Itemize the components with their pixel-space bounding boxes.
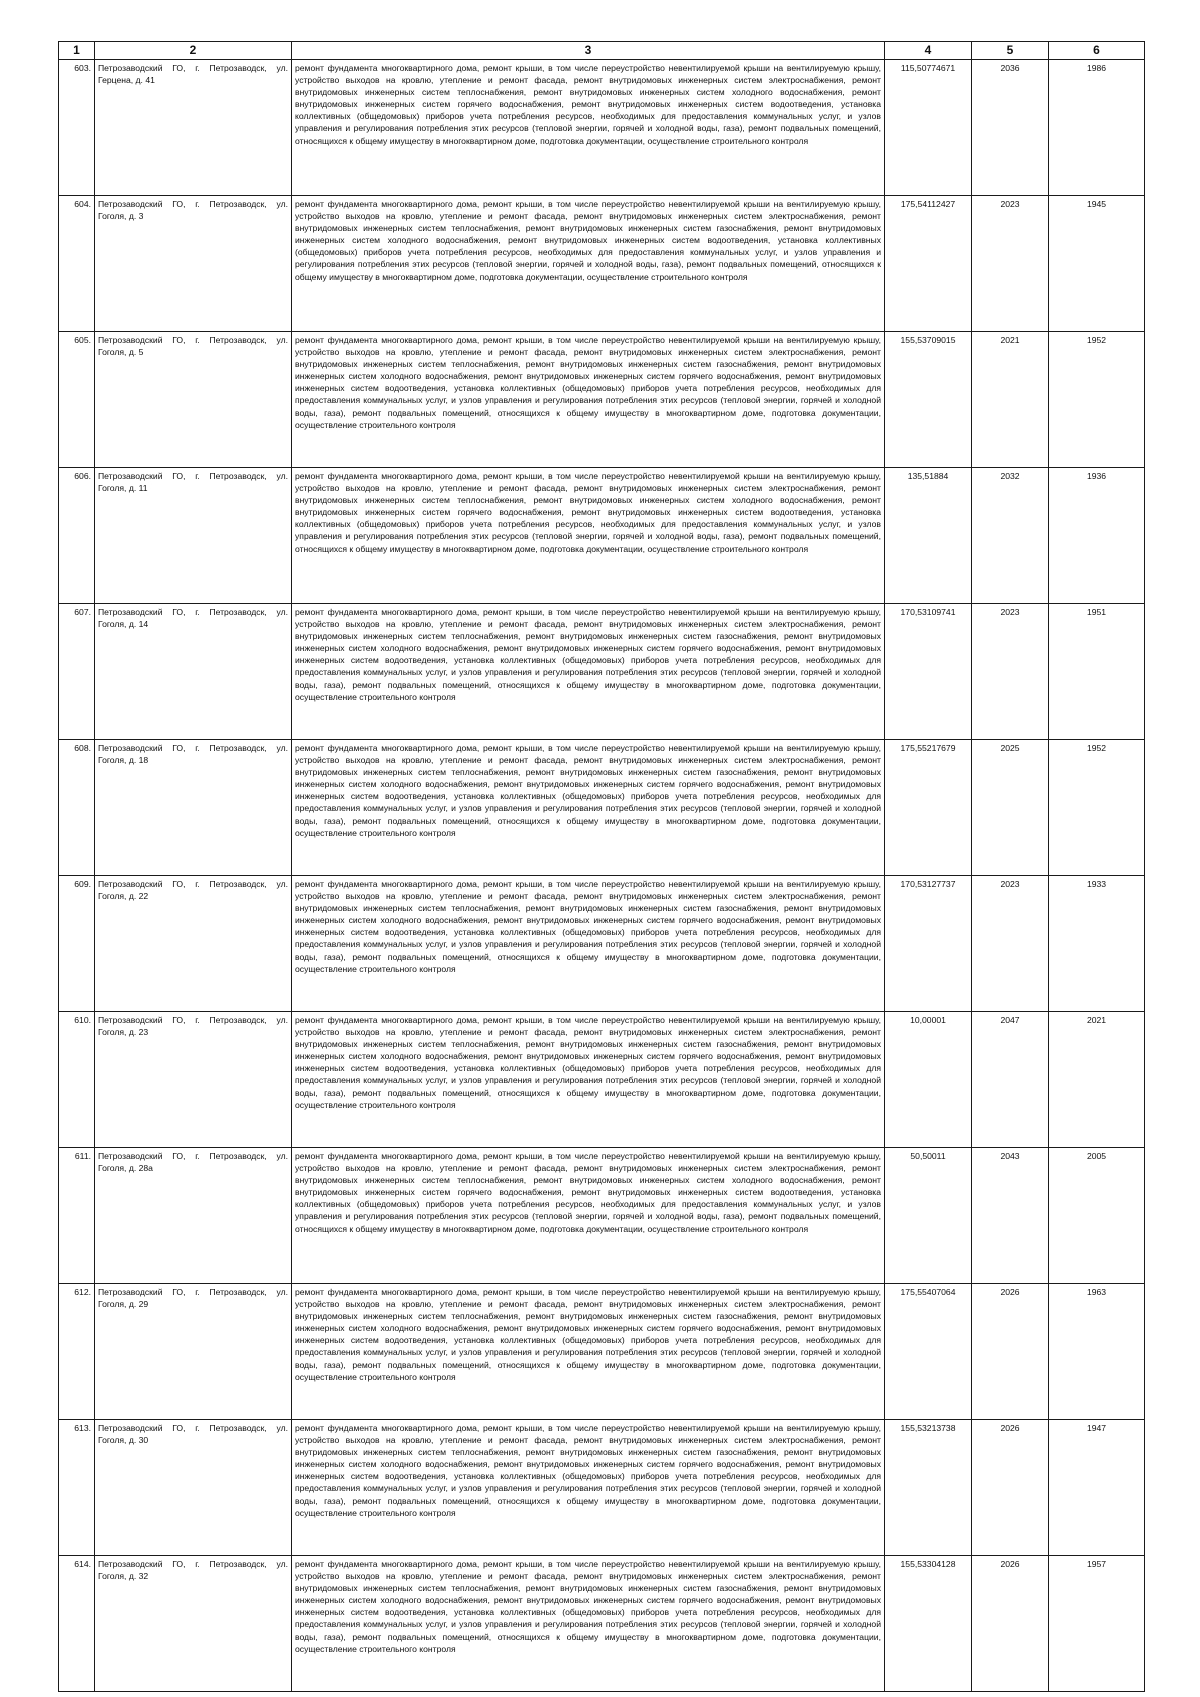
address-cell: Петрозаводский ГО, г. Петрозаводск, ул. Гоголя, д. 32 xyxy=(95,1556,292,1692)
header-row xyxy=(59,42,1145,60)
col6-value: 1945 xyxy=(1049,196,1145,332)
row-number: 608. xyxy=(59,740,95,876)
works-cell: ремонт фундамента многоквартирного дома, ремонт крыши, в том числе переустройство невентилируемой крыши на вентилируемую крышу, устройство выходов на кровлю, утепление и ремонт фасада, ремонт внутридомовых инженерных систем электроснабжения, ремонт внутридомовых инженерных систем теплоснабжения, ремонт внутридомовых инженерных систем газоснабжения, ремонт внутридомовых инженерных систем холодного водоснабжения, ремонт внутридомовых инженерных систем горячего водоснабжения, ремонт внутридомовых инженерных систем водоотведения, установка коллективных (общедомовых) приборов учета потребления ресурсов, необходимых для предоставления коммунальных услуг, и узлов управления и регулирования потребления этих ресурсов (тепловой энергии, горячей и холодной воды, газа), ремонт подвальных помещений, относящихся к общему имуществу в многоквартирном доме, подготовка документации, осуществление строительного контроля xyxy=(292,1420,885,1556)
address-cell: Петрозаводский ГО, г. Петрозаводск, ул. Гоголя, д. 18 xyxy=(95,740,292,876)
col6-value: 1963 xyxy=(1049,1284,1145,1420)
works-cell: ремонт фундамента многоквартирного дома, ремонт крыши, в том числе переустройство невентилируемой крыши на вентилируемую крышу, устройство выходов на кровлю, утепление и ремонт фасада, ремонт внутридомовых инженерных систем электроснабжения, ремонт внутридомовых инженерных систем теплоснабжения, ремонт внутридомовых инженерных систем газоснабжения, ремонт внутридомовых инженерных систем холодного водоснабжения, ремонт внутридомовых инженерных систем горячего водоснабжения, ремонт внутридомовых инженерных систем водоотведения, установка коллективных (общедомовых) приборов учета потребления ресурсов, необходимых для предоставления коммунальных услуг, и узлов управления и регулирования потребления этих ресурсов (тепловой энергии, горячей и холодной воды, газа), ремонт подвальных помещений, относящихся к общему имуществу в многоквартирном доме, подготовка документации, осуществление строительного контроля xyxy=(292,740,885,876)
col5-value: 2023 xyxy=(972,876,1049,1012)
col4-value: 170,53109741 xyxy=(885,604,972,740)
col4-value: 50,50011 xyxy=(885,1148,972,1284)
address-cell: Петрозаводский ГО, г. Петрозаводск, ул. Гоголя, д. 3 xyxy=(95,196,292,332)
col5-value: 2023 xyxy=(972,604,1049,740)
col6-value: 2005 xyxy=(1049,1148,1145,1284)
row-number: 603. xyxy=(59,60,95,196)
capital-repair-table xyxy=(58,41,1145,1692)
col6-value: 1951 xyxy=(1049,604,1145,740)
row-number: 606. xyxy=(59,468,95,604)
header-col-2: 2 xyxy=(95,42,292,60)
col6-value: 1957 xyxy=(1049,1556,1145,1692)
table-row xyxy=(59,196,1145,332)
table-row xyxy=(59,1148,1145,1284)
col6-value: 1933 xyxy=(1049,876,1145,1012)
row-number: 611. xyxy=(59,1148,95,1284)
col4-value: 10,00001 xyxy=(885,1012,972,1148)
col6-value: 1952 xyxy=(1049,332,1145,468)
col6-value: 1952 xyxy=(1049,740,1145,876)
col5-value: 2047 xyxy=(972,1012,1049,1148)
col4-value: 135,51884 xyxy=(885,468,972,604)
row-number: 604. xyxy=(59,196,95,332)
col4-value: 155,53709015 xyxy=(885,332,972,468)
col4-value: 175,55217679 xyxy=(885,740,972,876)
table-row xyxy=(59,740,1145,876)
works-cell: ремонт фундамента многоквартирного дома, ремонт крыши, в том числе переустройство невентилируемой крыши на вентилируемую крышу, устройство выходов на кровлю, утепление и ремонт фасада, ремонт внутридомовых инженерных систем электроснабжения, ремонт внутридомовых инженерных систем теплоснабжения, ремонт внутридомовых инженерных систем газоснабжения, ремонт внутридомовых инженерных систем холодного водоснабжения, ремонт внутридомовых инженерных систем горячего водоснабжения, ремонт внутридомовых инженерных систем водоотведения, установка коллективных (общедомовых) приборов учета потребления ресурсов, необходимых для предоставления коммунальных услуг, и узлов управления и регулирования потребления этих ресурсов (тепловой энергии, горячей и холодной воды, газа), ремонт подвальных помещений, относящихся к общему имуществу в многоквартирном доме, подготовка документации, осуществление строительного контроля xyxy=(292,876,885,1012)
address-cell: Петрозаводский ГО, г. Петрозаводск, ул. Гоголя, д. 5 xyxy=(95,332,292,468)
col5-value: 2023 xyxy=(972,196,1049,332)
header-col-3: 3 xyxy=(292,42,885,60)
table-row xyxy=(59,332,1145,468)
header-col-4: 4 xyxy=(885,42,972,60)
header-col-5: 5 xyxy=(972,42,1049,60)
col4-value: 155,53213738 xyxy=(885,1420,972,1556)
col4-value: 175,54112427 xyxy=(885,196,972,332)
table-body xyxy=(59,60,1145,1692)
address-cell: Петрозаводский ГО, г. Петрозаводск, ул. Гоголя, д. 14 xyxy=(95,604,292,740)
table-row xyxy=(59,1284,1145,1420)
works-cell: ремонт фундамента многоквартирного дома, ремонт крыши, в том числе переустройство невентилируемой крыши на вентилируемую крышу, устройство выходов на кровлю, утепление и ремонт фасада, ремонт внутридомовых инженерных систем электроснабжения, ремонт внутридомовых инженерных систем теплоснабжения, ремонт внутридомовых инженерных систем газоснабжения, ремонт внутридомовых инженерных систем холодного водоснабжения, ремонт внутридомовых инженерных систем горячего водоснабжения, ремонт внутридомовых инженерных систем водоотведения, установка коллективных (общедомовых) приборов учета потребления ресурсов, необходимых для предоставления коммунальных услуг, и узлов управления и регулирования потребления этих ресурсов (тепловой энергии, горячей и холодной воды, газа), ремонт подвальных помещений, относящихся к общему имуществу в многоквартирном доме, подготовка документации, осуществление строительного контроля xyxy=(292,1556,885,1692)
col6-value: 1947 xyxy=(1049,1420,1145,1556)
col5-value: 2036 xyxy=(972,60,1049,196)
table-row xyxy=(59,1012,1145,1148)
table-row xyxy=(59,468,1145,604)
col6-value: 2021 xyxy=(1049,1012,1145,1148)
row-number: 607. xyxy=(59,604,95,740)
address-cell: Петрозаводский ГО, г. Петрозаводск, ул. Гоголя, д. 23 xyxy=(95,1012,292,1148)
row-number: 610. xyxy=(59,1012,95,1148)
col4-value: 155,53304128 xyxy=(885,1556,972,1692)
col6-value: 1986 xyxy=(1049,60,1145,196)
works-cell: ремонт фундамента многоквартирного дома, ремонт крыши, в том числе переустройство невентилируемой крыши на вентилируемую крышу, устройство выходов на кровлю, утепление и ремонт фасада, ремонт внутридомовых инженерных систем электроснабжения, ремонт внутридомовых инженерных систем теплоснабжения, ремонт внутридомовых инженерных систем газоснабжения, ремонт внутридомовых инженерных систем холодного водоснабжения, ремонт внутридомовых инженерных систем горячего водоснабжения, ремонт внутридомовых инженерных систем водоотведения, установка коллективных (общедомовых) приборов учета потребления ресурсов, необходимых для предоставления коммунальных услуг, и узлов управления и регулирования потребления этих ресурсов (тепловой энергии, горячей и холодной воды, газа), ремонт подвальных помещений, относящихся к общему имуществу в многоквартирном доме, подготовка документации, осуществление строительного контроля xyxy=(292,332,885,468)
header-col-1: 1 xyxy=(59,42,95,60)
row-number: 612. xyxy=(59,1284,95,1420)
table-row xyxy=(59,1420,1145,1556)
address-cell: Петрозаводский ГО, г. Петрозаводск, ул. Гоголя, д. 28а xyxy=(95,1148,292,1284)
works-cell: ремонт фундамента многоквартирного дома, ремонт крыши, в том числе переустройство невентилируемой крыши на вентилируемую крышу, устройство выходов на кровлю, утепление и ремонт фасада, ремонт внутридомовых инженерных систем электроснабжения, ремонт внутридомовых инженерных систем теплоснабжения, ремонт внутридомовых инженерных систем холодного водоснабжения, ремонт внутридомовых инженерных систем горячего водоснабжения, ремонт внутридомовых инженерных систем водоотведения, установка коллективных (общедомовых) приборов учета потребления ресурсов, необходимых для предоставления коммунальных услуг, и узлов управления и регулирования потребления этих ресурсов (тепловой энергии, горячей и холодной воды, газа), ремонт подвальных помещений, относящихся к общему имуществу в многоквартирном доме, подготовка документации, осуществление строительного контроля xyxy=(292,468,885,604)
table-row xyxy=(59,876,1145,1012)
col6-value: 1936 xyxy=(1049,468,1145,604)
col5-value: 2026 xyxy=(972,1556,1049,1692)
col5-value: 2026 xyxy=(972,1420,1049,1556)
col5-value: 2025 xyxy=(972,740,1049,876)
address-cell: Петрозаводский ГО, г. Петрозаводск, ул. Герцена, д. 41 xyxy=(95,60,292,196)
row-number: 613. xyxy=(59,1420,95,1556)
row-number: 605. xyxy=(59,332,95,468)
works-cell: ремонт фундамента многоквартирного дома, ремонт крыши, в том числе переустройство невентилируемой крыши на вентилируемую крышу, устройство выходов на кровлю, утепление и ремонт фасада, ремонт внутридомовых инженерных систем электроснабжения, ремонт внутридомовых инженерных систем теплоснабжения, ремонт внутридомовых инженерных систем холодного водоснабжения, ремонт внутридомовых инженерных систем горячего водоснабжения, ремонт внутридомовых инженерных систем водоотведения, установка коллективных (общедомовых) приборов учета потребления ресурсов, необходимых для предоставления коммунальных услуг, и узлов управления и регулирования потребления этих ресурсов (тепловой энергии, горячей и холодной воды, газа), ремонт подвальных помещений, относящихся к общему имуществу в многоквартирном доме, подготовка документации, осуществление строительного контроля xyxy=(292,1148,885,1284)
address-cell: Петрозаводский ГО, г. Петрозаводск, ул. Гоголя, д. 29 xyxy=(95,1284,292,1420)
works-cell: ремонт фундамента многоквартирного дома, ремонт крыши, в том числе переустройство невентилируемой крыши на вентилируемую крышу, устройство выходов на кровлю, утепление и ремонт фасада, ремонт внутридомовых инженерных систем электроснабжения, ремонт внутридомовых инженерных систем теплоснабжения, ремонт внутридомовых инженерных систем холодного водоснабжения, ремонт внутридомовых инженерных систем горячего водоснабжения, ремонт внутридомовых инженерных систем водоотведения, установка коллективных (общедомовых) приборов учета потребления ресурсов, необходимых для предоставления коммунальных услуг, и узлов управления и регулирования потребления этих ресурсов (тепловой энергии, горячей и холодной воды, газа), ремонт подвальных помещений, относящихся к общему имуществу в многоквартирном доме, подготовка документации, осуществление строительного контроля xyxy=(292,60,885,196)
header-col-6: 6 xyxy=(1049,42,1145,60)
col4-value: 170,53127737 xyxy=(885,876,972,1012)
col5-value: 2032 xyxy=(972,468,1049,604)
works-cell: ремонт фундамента многоквартирного дома, ремонт крыши, в том числе переустройство невентилируемой крыши на вентилируемую крышу, устройство выходов на кровлю, утепление и ремонт фасада, ремонт внутридомовых инженерных систем электроснабжения, ремонт внутридомовых инженерных систем теплоснабжения, ремонт внутридомовых инженерных систем газоснабжения, ремонт внутридомовых инженерных систем холодного водоснабжения, ремонт внутридомовых инженерных систем горячего водоснабжения, ремонт внутридомовых инженерных систем водоотведения, установка коллективных (общедомовых) приборов учета потребления ресурсов, необходимых для предоставления коммунальных услуг, и узлов управления и регулирования потребления этих ресурсов (тепловой энергии, горячей и холодной воды, газа), ремонт подвальных помещений, относящихся к общему имуществу в многоквартирном доме, подготовка документации, осуществление строительного контроля xyxy=(292,604,885,740)
table-row xyxy=(59,1556,1145,1692)
works-cell: ремонт фундамента многоквартирного дома, ремонт крыши, в том числе переустройство невентилируемой крыши на вентилируемую крышу, устройство выходов на кровлю, утепление и ремонт фасада, ремонт внутридомовых инженерных систем электроснабжения, ремонт внутридомовых инженерных систем теплоснабжения, ремонт внутридомовых инженерных систем газоснабжения, ремонт внутридомовых инженерных систем холодного водоснабжения, ремонт внутридомовых инженерных систем горячего водоснабжения, ремонт внутридомовых инженерных систем водоотведения, установка коллективных (общедомовых) приборов учета потребления ресурсов, необходимых для предоставления коммунальных услуг, и узлов управления и регулирования потребления этих ресурсов (тепловой энергии, горячей и холодной воды, газа), ремонт подвальных помещений, относящихся к общему имуществу в многоквартирном доме, подготовка документации, осуществление строительного контроля xyxy=(292,1284,885,1420)
address-cell: Петрозаводский ГО, г. Петрозаводск, ул. Гоголя, д. 30 xyxy=(95,1420,292,1556)
works-cell: ремонт фундамента многоквартирного дома, ремонт крыши, в том числе переустройство невентилируемой крыши на вентилируемую крышу, устройство выходов на кровлю, утепление и ремонт фасада, ремонт внутридомовых инженерных систем электроснабжения, ремонт внутридомовых инженерных систем теплоснабжения, ремонт внутридомовых инженерных систем газоснабжения, ремонт внутридомовых инженерных систем холодного водоснабжения, ремонт внутридомовых инженерных систем водоотведения, установка коллективных (общедомовых) приборов учета потребления ресурсов, необходимых для предоставления коммунальных услуг, и узлов управления и регулирования потребления этих ресурсов (тепловой энергии, горячей и холодной воды, газа), ремонт подвальных помещений, относящихся к общему имуществу в многоквартирном доме, подготовка документации, осуществление строительного контроля xyxy=(292,196,885,332)
address-cell: Петрозаводский ГО, г. Петрозаводск, ул. Гоголя, д. 11 xyxy=(95,468,292,604)
address-cell: Петрозаводский ГО, г. Петрозаводск, ул. Гоголя, д. 22 xyxy=(95,876,292,1012)
col5-value: 2026 xyxy=(972,1284,1049,1420)
row-number: 614. xyxy=(59,1556,95,1692)
col5-value: 2021 xyxy=(972,332,1049,468)
table-row xyxy=(59,604,1145,740)
col4-value: 115,50774671 xyxy=(885,60,972,196)
table-row xyxy=(59,60,1145,196)
row-number: 609. xyxy=(59,876,95,1012)
col4-value: 175,55407064 xyxy=(885,1284,972,1420)
col5-value: 2043 xyxy=(972,1148,1049,1284)
works-cell: ремонт фундамента многоквартирного дома, ремонт крыши, в том числе переустройство невентилируемой крыши на вентилируемую крышу, устройство выходов на кровлю, утепление и ремонт фасада, ремонт внутридомовых инженерных систем электроснабжения, ремонт внутридомовых инженерных систем теплоснабжения, ремонт внутридомовых инженерных систем газоснабжения, ремонт внутридомовых инженерных систем холодного водоснабжения, ремонт внутридомовых инженерных систем горячего водоснабжения, ремонт внутридомовых инженерных систем водоотведения, установка коллективных (общедомовых) приборов учета потребления ресурсов, необходимых для предоставления коммунальных услуг, и узлов управления и регулирования потребления этих ресурсов (тепловой энергии, горячей и холодной воды, газа), ремонт подвальных помещений, относящихся к общему имуществу в многоквартирном доме, подготовка документации, осуществление строительного контроля xyxy=(292,1012,885,1148)
